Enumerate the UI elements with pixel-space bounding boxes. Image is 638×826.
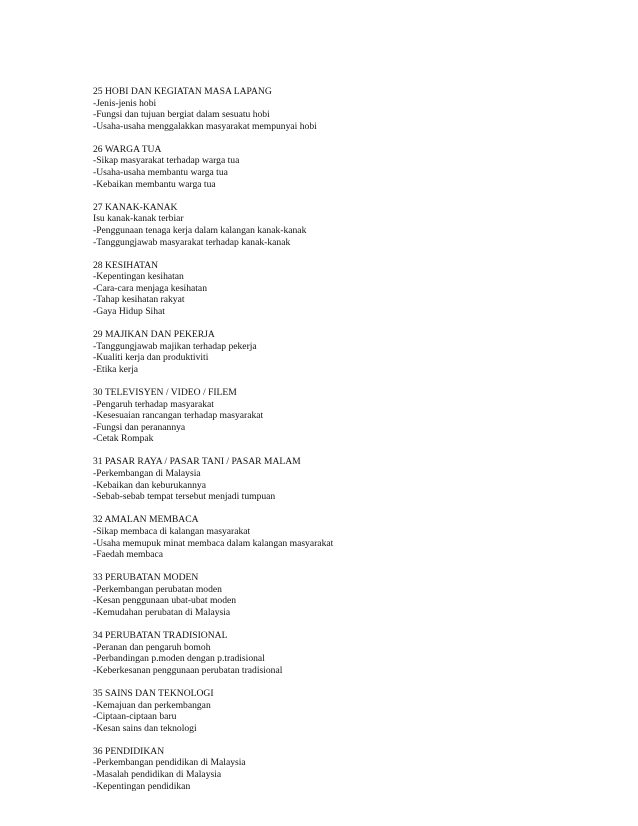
section-line: -Tanggungjawab masyarakat terhadap kanak-kanak <box>93 236 291 248</box>
section-26 <box>93 144 613 190</box>
section-line: -Sikap masyarakat terhadap warga tua <box>93 155 240 167</box>
section-29 <box>93 329 613 375</box>
section-title: 25 HOBI DAN KEGIATAN MASA LAPANG <box>93 86 272 97</box>
section-title: 29 MAJIKAN DAN PEKERJA <box>93 329 215 341</box>
section-line: -Jenis-jenis hobi <box>93 97 157 109</box>
section-line: -Tanggungjawab majikan terhadap pekerja <box>93 340 257 352</box>
section-line: -Pengaruh terhadap masyarakat <box>93 398 214 410</box>
section-line: -Sikap membaca di kalangan masyarakat <box>93 525 251 537</box>
section-line: -Kesan sains dan teknologi <box>93 722 197 734</box>
section-line: -Cetak Rompak <box>93 433 154 445</box>
section-title: 30 TELEVISYEN / VIDEO / FILEM <box>93 386 237 398</box>
section-line: -Fungsi dan tujuan bergiat dalam sesuatu hobi <box>93 109 270 121</box>
section-line: -Kesesuaian rancangan terhadap masyarakat <box>93 410 264 422</box>
section-line: -Kesan penggunaan ubat-ubat moden <box>93 595 237 607</box>
section-line: -Masalah pendidikan di Malaysia <box>93 769 222 780</box>
section-line: -Perkembangan di Malaysia <box>93 468 201 480</box>
section-line: -Keberkesanan penggunaan perubatan tradisional <box>93 664 283 676</box>
section-title: 35 SAINS DAN TEKNOLOGI <box>93 687 214 699</box>
section-line: -Gaya Hidup Sihat <box>93 306 165 317</box>
section-line: -Peranan dan pengaruh bomoh <box>93 641 211 653</box>
section-title: 36 PENDIDIKAN <box>93 745 165 757</box>
section-line: -Fungsi dan peranannya <box>93 421 186 433</box>
section-line: -Kualiti kerja dan produktiviti <box>93 352 209 364</box>
section-title: 32 AMALAN MEMBACA <box>93 514 199 526</box>
section-line: -Ciptaan-ciptaan baru <box>93 711 177 723</box>
section-34 <box>93 630 613 676</box>
section-35 <box>93 688 613 734</box>
section-line: -Tahap kesihatan rakyat <box>93 294 185 306</box>
section-line: -Kemajuan dan perkembangan <box>93 699 211 711</box>
section-line: -Perkembangan perubatan moden <box>93 583 222 595</box>
section-title: 28 KESIHATAN <box>93 259 159 271</box>
section-line: Isu kanak-kanak terbiar <box>93 213 184 225</box>
section-line: -Usaha-usaha menggalakkan masyarakat mempunyai hobi <box>93 120 317 132</box>
section-30 <box>93 387 613 445</box>
section-28 <box>93 260 613 318</box>
section-title: 26 WARGA TUA <box>93 143 162 155</box>
section-27 <box>93 202 613 248</box>
section-36 <box>93 746 613 792</box>
section-title: 31 PASAR RAYA / PASAR TANI / PASAR MALAM <box>93 456 301 468</box>
section-line: -Kemudahan perubatan di Malaysia <box>93 606 231 618</box>
section-line: -Kebaikan membantu warga tua <box>93 178 216 190</box>
section-title: 34 PERUBATAN TRADISIONAL <box>93 630 228 642</box>
section-line: -Perbandingan p.moden dengan p.tradisional <box>93 653 265 665</box>
section-line: -Usaha-usaha membantu warga tua <box>93 167 228 179</box>
section-line: -Kebaikan dan keburukannya <box>93 479 206 491</box>
section-line: -Kepentingan kesihatan <box>93 271 184 283</box>
document-page <box>93 86 613 804</box>
section-title: 33 PERUBATAN MODEN <box>93 572 199 584</box>
section-line: -Cara-cara menjaga kesihatan <box>93 282 207 294</box>
section-line: -Usaha memupuk minat membaca dalam kalangan masyarakat <box>93 537 334 549</box>
section-line: -Sebab-sebab tempat tersebut menjadi tumpuan <box>93 491 276 503</box>
section-line: -Kepentingan pendidikan <box>93 780 191 792</box>
section-31 <box>93 456 613 502</box>
section-line: -Penggunaan tenaga kerja dalam kalangan kanak-kanak <box>93 224 307 236</box>
section-title: 27 KANAK-KANAK <box>93 201 178 213</box>
section-32 <box>93 514 613 560</box>
section-33 <box>93 572 613 618</box>
section-25 <box>93 86 613 132</box>
section-line: -Faedah membaca <box>93 549 164 561</box>
section-line: -Etika kerja <box>93 363 139 375</box>
section-line: -Perkembangan pendidikan di Malaysia <box>93 757 246 769</box>
